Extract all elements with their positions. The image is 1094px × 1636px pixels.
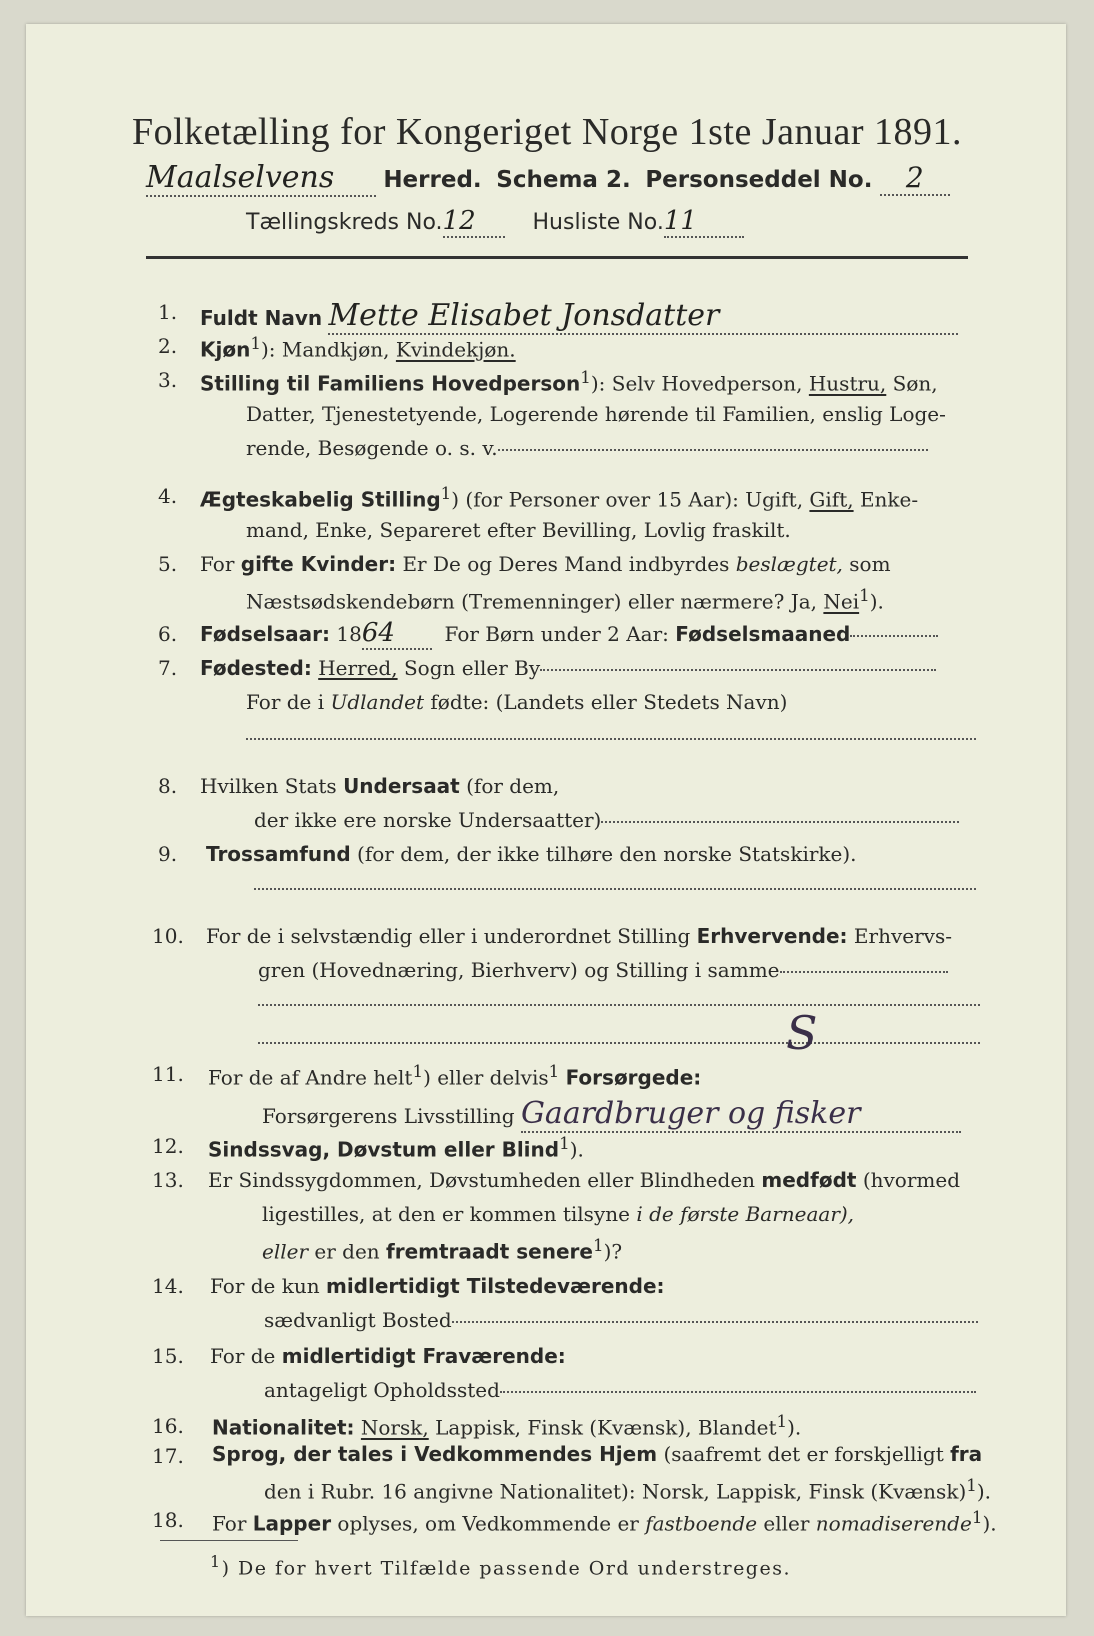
footnote-ref: 1 — [859, 586, 870, 605]
item-3-stilling — [200, 368, 938, 396]
item-7-line-2-italic: Udlandet — [330, 690, 425, 714]
item-15-fravaerende — [210, 1344, 566, 1368]
item-1-fuldt-navn — [200, 298, 958, 335]
item-17-text-a: (saafremt det er forskjelligt — [663, 1442, 944, 1466]
item-18-lapper — [212, 1508, 997, 1536]
item-14-label: midlertidigt Tilstedeværende: — [325, 1274, 665, 1298]
item-18-italic-a: fastboende — [645, 1511, 758, 1536]
item-3-line-3 — [246, 436, 928, 460]
item-14-line-2-text: sædvanligt Bosted — [264, 1308, 452, 1332]
item-17-line-2-text: den i Rubr. 16 angivne Nationalitet): Norsk, Lappisk, Finsk (Kvænsk) — [264, 1479, 967, 1504]
item-11-line-2 — [262, 1096, 961, 1133]
item-11-forsorgede — [208, 1062, 701, 1090]
item-5-italic: beslægtet, — [735, 552, 843, 576]
fill-dots — [452, 1320, 978, 1323]
item-5-line-2-text: Næstsødskendebørn (Tremenninger) eller nærmere? Ja, — [246, 589, 818, 614]
item-16-text-a: Lappisk, Finsk (Kvænsk), Blandet — [435, 1415, 777, 1440]
footnote-rule — [160, 1540, 298, 1541]
item-5-number: 5. — [158, 552, 178, 576]
form-title: Folketælling for Kongeriget Norge 1ste Januar 1891. — [131, 111, 963, 153]
item-14-number: 14. — [152, 1274, 184, 1298]
item-6-label: Fødselsaar: — [200, 622, 330, 646]
item-7-line-2 — [246, 690, 787, 714]
item-18-end: ). — [982, 1511, 997, 1536]
item-18-text-c: eller — [763, 1511, 810, 1536]
item-18-label: Lapper — [252, 1511, 332, 1536]
item-18-number: 18. — [152, 1508, 184, 1532]
item-14-text-a: For de kun — [210, 1274, 320, 1298]
item-3-line-3-text: rende, Besøgende o. s. v. — [246, 436, 498, 460]
item-13-line-3-italic: eller — [262, 1239, 309, 1264]
full-name-value: Mette Elisabet Jonsdatter — [328, 298, 958, 335]
item-7-label: Fødested: — [200, 656, 312, 680]
item-12-end: ). — [569, 1137, 584, 1162]
fill-dots — [540, 668, 936, 671]
item-5-line-2-end: ). — [869, 589, 884, 614]
item-3-text-a: ): Selv Hovedperson, — [590, 371, 803, 396]
item-8-label: Undersaat — [343, 774, 460, 798]
item-18-italic-b: nomadiserende — [815, 1511, 972, 1536]
underlined-norsk: Norsk, — [360, 1415, 429, 1440]
item-4-line-2: mand, Enke, Separeret efter Bevilling, Lovlig fraskilt. — [246, 518, 791, 542]
item-2-kjon — [200, 334, 516, 362]
item-1-label: Fuldt Navn — [200, 306, 323, 330]
item-14-line-2 — [264, 1308, 978, 1332]
item-5-label: gifte Kvinder: — [240, 552, 397, 576]
item-17-label-b: fra — [950, 1442, 983, 1466]
footnote — [210, 1552, 791, 1579]
item-16-end: ). — [787, 1415, 802, 1440]
item-13-line-3-end: )? — [603, 1239, 623, 1264]
item-15-line-2-text: antageligt Opholdssted — [264, 1378, 500, 1402]
item-11-text-a: For de af Andre helt — [208, 1065, 413, 1090]
item-16-nationalitet — [212, 1412, 801, 1440]
item-7-line-2-a: For de i — [246, 690, 325, 714]
item-8-text-b: (for dem, — [466, 774, 560, 798]
item-15-label: midlertidigt Fraværende: — [281, 1344, 566, 1368]
taellingskreds-line — [246, 206, 744, 238]
item-10-number: 10. — [152, 924, 184, 948]
footnote-ref: 1 — [580, 368, 591, 387]
item-9-text-a: (for dem, der ikke tilhøre den norske Statskirke). — [357, 842, 857, 866]
footnote-ref: 1 — [971, 1508, 983, 1527]
footnote-ref: 1 — [412, 1062, 424, 1081]
item-5-text-a: For — [200, 552, 235, 576]
item-10-line-2 — [258, 958, 948, 982]
birth-year-value: 64 — [362, 618, 432, 650]
footnote-sup: 1 — [210, 1552, 222, 1571]
handwritten-mark: S — [786, 1006, 818, 1060]
fill-dots — [601, 820, 959, 823]
item-5-gifte-kvinder — [200, 552, 891, 576]
schema-label: Schema 2. — [496, 167, 631, 193]
item-17-number: 17. — [152, 1444, 184, 1468]
item-16-number: 16. — [152, 1414, 184, 1438]
personseddel-label: Personseddel No. — [645, 167, 873, 193]
item-8-undersaat — [200, 774, 559, 798]
footnote-ref: 1 — [440, 484, 452, 503]
item-11-label: Forsørgede: — [565, 1065, 702, 1090]
item-8-line-2 — [254, 808, 959, 832]
item-4-text-b: Enke- — [859, 487, 919, 512]
item-3-line-2: Datter, Tjenestetyende, Logerende hørende til Familien, enslig Loge- — [246, 402, 946, 426]
item-3-label: Stilling til Familiens Hovedperson — [200, 371, 581, 396]
husliste-label: Husliste No. — [532, 210, 664, 235]
herred-line — [146, 160, 950, 197]
item-17-line-2 — [264, 1476, 991, 1504]
underlined-kvindekjon: Kvindekjøn. — [395, 337, 516, 362]
item-7-line-2-b: fødte: (Landets eller Stedets Navn) — [430, 690, 788, 714]
item-10-line-2-text: gren (Hovednæring, Bierhverv) og Stilling i samme — [258, 958, 780, 982]
item-13-number: 13. — [152, 1168, 184, 1192]
underlined-nei: Nei — [823, 589, 860, 614]
footnote-ref: 1 — [776, 1412, 788, 1431]
fill-dots — [498, 448, 928, 451]
item-15-text-a: For de — [210, 1344, 276, 1368]
item-3-number: 3. — [158, 368, 178, 392]
item-5-text-c: som — [849, 552, 891, 576]
underlined-hustru: Hustru, — [808, 371, 887, 396]
item-4-label: Ægteskabelig Stilling — [200, 487, 441, 512]
item-6-text-b: For Børn under 2 Aar: — [444, 622, 669, 646]
item-2-label: Kjøn — [200, 337, 251, 362]
item-6-label-b: Fødselsmaaned — [675, 622, 851, 646]
item-8-number: 8. — [158, 774, 178, 798]
item-10-erhvervende — [206, 924, 952, 948]
item-13-medfodt — [208, 1168, 960, 1192]
item-17-sprog — [212, 1442, 982, 1466]
item-17-end: ). — [976, 1479, 992, 1504]
footnote-ref: 1 — [250, 334, 261, 353]
item-12-label: Sindssvag, Døvstum eller Blind — [208, 1137, 560, 1162]
item-13-line-2-italic: i de første Barneaar), — [636, 1202, 855, 1226]
item-13-label: medfødt — [761, 1168, 857, 1192]
item-11-number: 11. — [152, 1062, 184, 1086]
item-6-number: 6. — [158, 622, 178, 646]
item-13-line-3-label: fremtraadt senere — [386, 1239, 593, 1264]
item-10-label: Erhvervende: — [696, 924, 848, 948]
item-4-text-a: ) (for Personer over 15 Aar): Ugift, — [451, 487, 804, 512]
item-9-number: 9. — [158, 842, 178, 866]
item-13-text-a: Er Sindssygdommen, Døvstumheden eller Blindheden — [208, 1168, 756, 1192]
provider-occupation-value: Gaardbruger og fisker — [521, 1096, 961, 1133]
blank-line — [258, 1004, 980, 1006]
item-4-aegteskabelig — [200, 484, 918, 512]
item-16-label: Nationalitet: — [212, 1415, 355, 1440]
fill-dots — [500, 1390, 976, 1393]
item-18-text-b: oplyses, om Vedkommende er — [337, 1511, 639, 1536]
footnote-text: ) De for hvert Tilfælde passende Ord understreges. — [221, 1557, 792, 1580]
item-12-number: 12. — [152, 1134, 184, 1158]
husliste-value: 11 — [664, 206, 744, 238]
underlined-herred: Herred, — [318, 656, 398, 680]
fill-dots — [780, 970, 948, 973]
item-13-text-b: (hvormed — [862, 1168, 960, 1192]
item-14-tilstedevaerende — [210, 1274, 665, 1298]
personseddel-value: 2 — [880, 161, 950, 196]
item-13-line-3 — [262, 1236, 622, 1264]
taellingskreds-label: Tællingskreds No. — [246, 210, 443, 235]
header-rule — [146, 256, 968, 259]
taellingskreds-value: 12 — [443, 206, 505, 238]
item-13-line-3-a: er den — [314, 1239, 380, 1264]
item-11-line-2-text: Forsørgerens Livsstilling — [262, 1104, 515, 1128]
item-5-text-b: Er De og Deres Mand indbyrdes — [402, 552, 730, 576]
item-8-text-a: Hvilken Stats — [200, 774, 337, 798]
item-3-text-b: Søn, — [892, 371, 938, 396]
item-13-line-2-a: ligestilles, at den er kommen tilsyne — [262, 1202, 630, 1226]
item-15-number: 15. — [152, 1344, 184, 1368]
item-7-number: 7. — [158, 656, 178, 680]
item-12-sindssvag — [208, 1134, 584, 1162]
footnote-ref: 1 — [966, 1476, 977, 1495]
underlined-gift: Gift, — [809, 487, 854, 512]
herred-label: Herred. — [383, 167, 482, 193]
item-8-line-2-text: der ikke ere norske Undersaatter) — [254, 808, 602, 832]
item-11-text-b: ) eller delvis — [423, 1065, 549, 1090]
item-9-trossamfund — [206, 842, 857, 866]
fill-dots — [850, 634, 938, 637]
item-6-fodselsaar — [200, 618, 938, 650]
item-1-number: 1. — [158, 300, 178, 324]
blank-line — [258, 1042, 980, 1044]
footnote-ref: 1 — [548, 1062, 560, 1081]
item-17-label: Sprog, der tales i Vedkommendes Hjem — [212, 1442, 658, 1466]
footnote-ref: 1 — [559, 1134, 570, 1153]
item-2-number: 2. — [158, 334, 178, 358]
item-10-text-b: Erhvervs- — [853, 924, 952, 948]
item-7-text-a: Sogn eller By — [403, 656, 541, 680]
item-9-label: Trossamfund — [206, 842, 351, 866]
item-10-text-a: For de i selvstændig eller i underordnet Stilling — [206, 924, 691, 948]
item-4-number: 4. — [158, 484, 178, 508]
item-7-fodested — [200, 656, 936, 680]
blank-line — [254, 888, 976, 890]
herred-value: Maalselvens — [146, 160, 376, 197]
item-15-line-2 — [264, 1378, 976, 1402]
footnote-ref: 1 — [592, 1236, 604, 1255]
blank-line — [246, 738, 976, 740]
item-2-text: ): Mandkjøn, — [260, 337, 390, 362]
item-18-text-a: For — [212, 1511, 247, 1536]
item-13-line-2 — [262, 1202, 854, 1226]
birth-year-prefix: 18 — [336, 622, 362, 646]
item-5-line-2 — [246, 586, 884, 614]
